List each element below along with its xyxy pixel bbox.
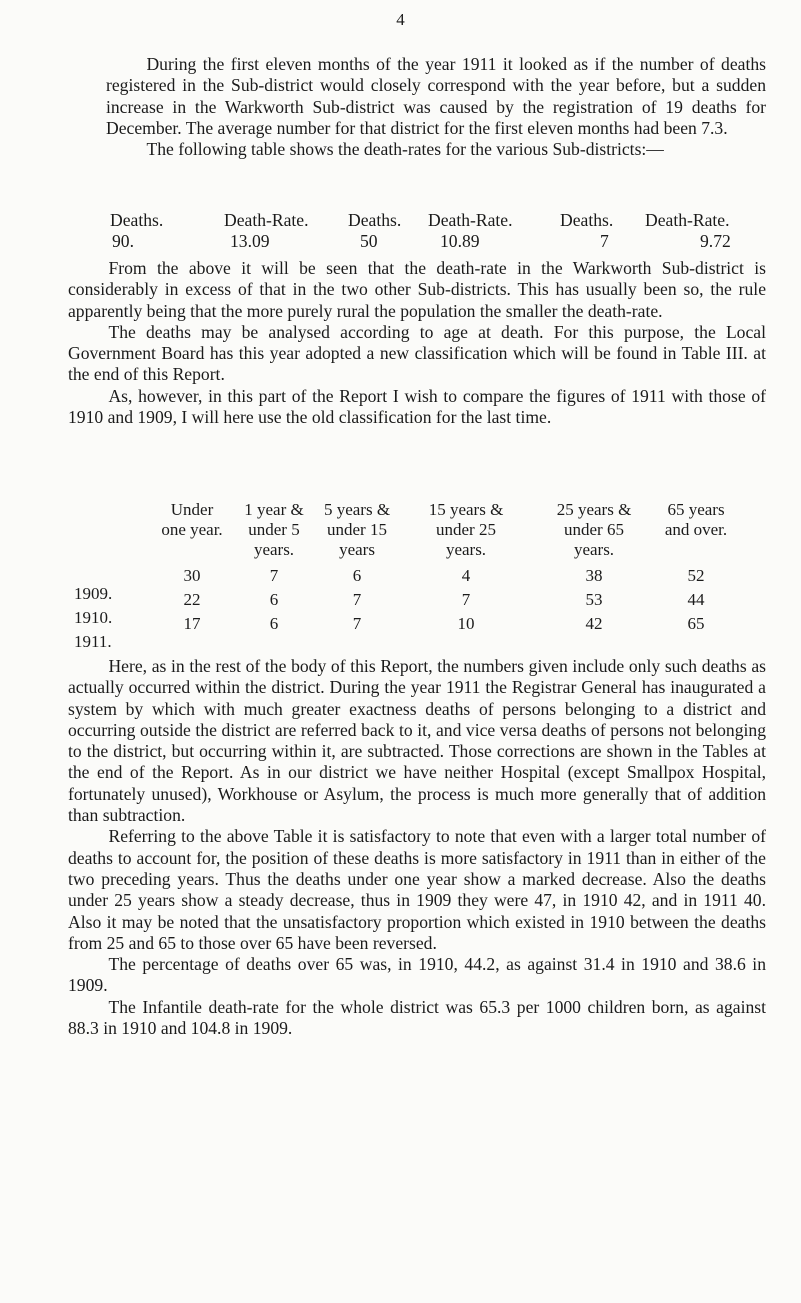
paragraph: As, however, in this part of the Report I wish to compare the figures of 1911 with those of 1910 and 1909, I will here use the old classification for the last time. xyxy=(68,385,766,428)
deaths-label-2: Deaths. xyxy=(348,210,402,230)
age-table-cell: 44 xyxy=(687,590,705,609)
subdistrict-rate: 10.89 xyxy=(440,231,480,251)
age-table-header: 1 year & under 5 years. xyxy=(244,500,304,559)
age-table-cell: 30 xyxy=(183,566,201,585)
age-table-cell: 7 xyxy=(352,590,362,609)
age-table-cell: 6 xyxy=(269,590,279,609)
age-table-cell: 7 xyxy=(461,590,471,609)
age-table-year: 1910. xyxy=(74,608,113,627)
age-table-cell: 42 xyxy=(585,614,603,633)
subdistrict-deaths: 7 xyxy=(600,231,609,251)
age-table-header: 15 years & under 25 years. xyxy=(428,500,504,559)
age-table-cell: 7 xyxy=(269,566,279,585)
age-table-cell: 17 xyxy=(183,614,201,633)
rate-label-3: Death-Rate. xyxy=(645,210,730,230)
age-table-header: 5 years & under 15 years xyxy=(323,500,391,559)
paragraph: Referring to the above Table it is satisfactory to note that even with a larger total number of deaths to account for, the position of these deaths is more satisfactory in 1911 than in either of the two preceding years. Thus the deaths under one year show a marked decrease. Also the deaths under 25 years show a steady decrease, thus in 1909 they were 47, in 1910 42, and in 1911 40. Also it may be noted that the unsatisfactory proportion which existed in 1910 between the deaths from 25 and 65 to those over 65 have been reversed. xyxy=(68,826,766,953)
paragraph: The deaths may be analysed according to age at death. For this purpose, the Local Government Board has this year adopted a new classification which will be found in Table III. at the end of this Report. xyxy=(68,321,766,385)
page-number: 4 xyxy=(396,10,405,29)
deaths-label-1: Deaths. xyxy=(110,210,164,230)
age-table-cell: 4 xyxy=(461,566,471,585)
age-table-cell: 52 xyxy=(687,566,705,585)
age-table-cell: 53 xyxy=(585,590,603,609)
closing-paragraphs xyxy=(68,656,766,1039)
age-table-cell: 6 xyxy=(269,614,279,633)
paragraph: The percentage of deaths over 65 was, in 1910, 44.2, as against 31.4 in 1910 and 38.6 in 1909. xyxy=(68,954,766,996)
age-table-cell: 22 xyxy=(183,590,201,609)
age-table-header: Under one year. xyxy=(161,500,223,539)
age-table-header: 65 years and over. xyxy=(664,500,728,539)
age-table-year: 1909. xyxy=(74,584,113,603)
age-table-cell: 38 xyxy=(585,566,603,585)
subdistrict-rate: 13.09 xyxy=(230,231,270,251)
table-intro-text: The following table shows the death-rates for the various Sub-districts:— xyxy=(146,139,664,160)
subdistrict-rate: 9.72 xyxy=(700,231,731,251)
subdistrict-deaths: 90. xyxy=(112,231,134,251)
age-table-cell: 10 xyxy=(457,614,475,633)
deaths-label-3: Deaths. xyxy=(560,210,614,230)
paragraph: The Infantile death-rate for the whole district was 65.3 per 1000 children born, as against 88.3 in 1910 and 104.8 in 1909. xyxy=(68,996,766,1039)
subdistrict-deaths: 50 xyxy=(360,231,378,251)
age-table-cell: 65 xyxy=(687,614,705,633)
age-table-cell: 7 xyxy=(352,614,362,633)
paragraph: Here, as in the rest of the body of this Report, the numbers given include only such deaths as actually occurred within the district. During the year 1911 the Registrar General has inaugurated a system by which with much greater exactness deaths of persons belonging to a district and occurring outside the district are referred back to it, and vice versa deaths of persons not belonging to the district, but occurring within it, are subtracted. Those corrections are shown in the Tables at the end of the Report. As in our district we have neither Hospital (except Smallpox Hospital, fortunately unused), Workhouse or Asylum, the process is much more generally that of addition than subtraction. xyxy=(68,656,766,826)
rate-label-2: Death-Rate. xyxy=(428,210,513,230)
age-table-year: 1911. xyxy=(74,632,112,651)
rate-label-1: Death-Rate. xyxy=(224,210,309,230)
intro-paragraph xyxy=(106,54,766,160)
age-table-cell: 6 xyxy=(352,566,362,585)
paragraph: From the above it will be seen that the death-rate in the Warkworth Sub-district is considerably in excess of that in the two other Sub-districts. This has usually been so, the rule apparently being that the more purely rural the population the smaller the death-rate. xyxy=(68,258,766,321)
intro-text: During the first eleven months of the year 1911 it looked as if the number of deaths registered in the Sub-district would closely correspond with the year before, but a sudden increase in the Warkworth Sub-district was caused by the registration of 19 deaths for December. The average number for that district for the first eleven months had been 7.3. xyxy=(106,54,766,138)
age-table-header: 25 years & under 65 years. xyxy=(556,500,632,559)
discussion-paragraphs xyxy=(68,258,766,428)
